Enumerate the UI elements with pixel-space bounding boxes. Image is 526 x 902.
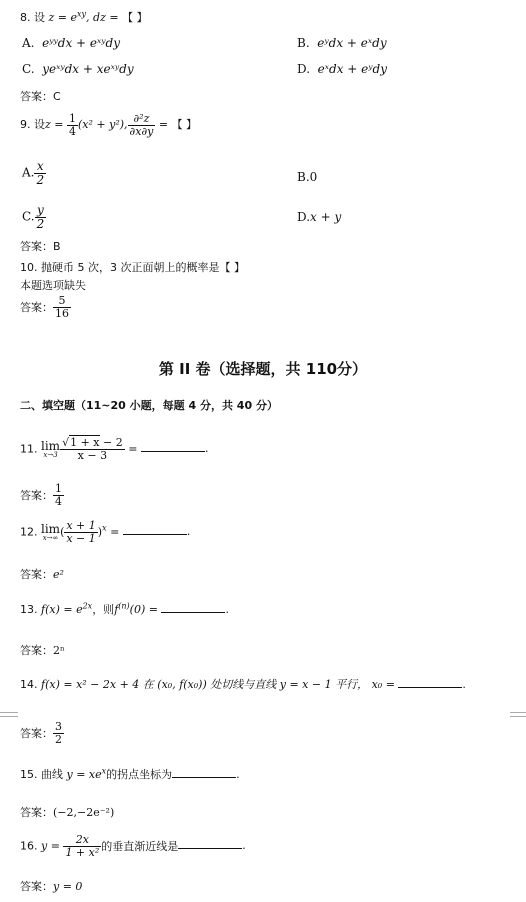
q13-answer-label: 答案： [20, 644, 53, 657]
q14-answer-denominator: 2 [55, 732, 62, 746]
q8-stem-prefix: 设 [34, 11, 45, 24]
q8-answer-label: 答案： [20, 90, 53, 103]
q12-answer [20, 566, 64, 582]
q13-number: 13. [20, 603, 38, 616]
q12-number: 12. [20, 525, 38, 539]
q10-answer-fraction [53, 295, 71, 319]
q12-answer-label: 答案： [20, 568, 53, 581]
q9-option-a-fraction [34, 160, 46, 186]
q9-answer [20, 238, 61, 254]
q13-answer [20, 642, 65, 658]
q11-denominator: x − 3 [77, 448, 108, 462]
q11-answer-fraction [53, 483, 64, 507]
q8-option-c [22, 62, 134, 76]
q11-radicand: 1 + x [70, 436, 100, 449]
q16-answer-value: y = 0 [53, 880, 83, 893]
q11-answer-label: 答案： [20, 489, 53, 503]
q15-period: . [236, 768, 240, 781]
q9-partial-fraction [128, 113, 156, 137]
q14-answer-label: 答案： [20, 727, 53, 741]
q9-paren-expr: (x² + y²), [78, 118, 128, 132]
q11-answer-denominator: 4 [55, 494, 62, 508]
q11-numerator-tail: − 2 [99, 436, 123, 449]
q8-stem-equation: z = e [48, 11, 78, 24]
q9-equals: = [158, 118, 169, 132]
q14-stem [20, 676, 466, 692]
q8-option-b-label: B. [297, 36, 310, 50]
q12-equals: = [106, 525, 123, 539]
q9-option-b-label: B. [297, 170, 310, 184]
q12-answer-value: e² [53, 568, 64, 581]
q9-z-equals: z = [45, 118, 68, 132]
q9-option-c [22, 204, 46, 230]
q9-partial-numerator: ∂²z [128, 113, 156, 126]
q8-stem [20, 9, 148, 25]
q11-fraction [60, 437, 125, 461]
q9-option-a-denominator: 2 [36, 172, 45, 187]
q12-exponent: x [102, 523, 107, 533]
q8-option-a-label: A. [22, 36, 35, 50]
q12-answer-blank [123, 534, 187, 535]
q9-number: 9. [20, 118, 31, 132]
q9-quarter-fraction [67, 113, 78, 137]
q16-number: 16. [20, 839, 38, 853]
q13-derivative-at-zero: (0) = [129, 603, 162, 616]
q9-option-d-text: x + y [310, 210, 342, 224]
q9-option-a [22, 160, 46, 186]
q12-fraction [64, 520, 97, 544]
q8-stem-exponent: xy [77, 9, 87, 19]
q8-stem-dz: , dz = [86, 11, 123, 24]
q16-asymptote-text: 的垂直渐近线是 [101, 840, 179, 854]
q9-partial-denominator: ∂x∂y [129, 124, 154, 138]
q9-quarter-denominator: 4 [69, 124, 77, 138]
q9-quarter-numerator: 1 [69, 112, 77, 125]
page-margin-mark-right [510, 712, 526, 717]
page-margin-mark-left [0, 712, 18, 717]
q11-numerator: √1 + x − 2 [62, 436, 123, 449]
q15-exponent: x [101, 766, 107, 776]
q8-number: 8. [20, 11, 31, 24]
q13-function: f(x) = e [41, 603, 83, 616]
q14-answer-blank [398, 687, 462, 688]
q9-option-c-denominator: 2 [36, 216, 45, 231]
q8-answer-value: C [53, 90, 61, 103]
q12-stem: 12. lim x→∞ ( $\frac{x + 1}{x - 1}$ )$^x$ = . [20, 519, 191, 545]
q11-answer-numerator: 1 [55, 482, 62, 495]
q11-lim-word: lim [41, 438, 61, 453]
q11-number: 11. [20, 442, 38, 456]
q14-answer-fraction [53, 721, 64, 745]
q13-exponent: 2x [82, 601, 93, 611]
q8-option-d [297, 62, 387, 76]
q16-denominator: 1 + x² [65, 845, 100, 859]
q14-period: . [462, 678, 466, 691]
q12-limit [41, 523, 60, 542]
q16-numerator: 2x [63, 834, 101, 847]
q11-limit [41, 440, 60, 459]
q9-option-d-label: D. [297, 210, 311, 224]
q16-y-equals: y = [41, 839, 64, 853]
q8-option-c-text: yeˣʸdx + xeˣʸdy [42, 62, 134, 76]
q12-denominator: x − 1 [66, 531, 96, 545]
q15-answer-label: 答案： [20, 806, 53, 819]
q16-fraction [63, 834, 101, 858]
q9-stem [20, 113, 197, 137]
q8-option-b-text: eʸdx + eˣdy [317, 36, 387, 50]
q15-answer [20, 804, 114, 820]
q10-answer [20, 295, 71, 319]
q9-option-d [297, 210, 341, 224]
q9-option-c-label: C. [22, 209, 35, 224]
q8-answer [20, 88, 61, 104]
q8-option-a-text: eʸʸdx + eˣʸdy [42, 36, 120, 50]
q8-option-a [22, 36, 120, 50]
section-subtitle: 二、填空题（11~20 小题，每题 4 分，共 40 分） [20, 399, 278, 412]
q15-answer-blank [172, 777, 236, 778]
q9-answer-bracket: 【 】 [171, 118, 198, 132]
q9-stem-prefix: 设 [34, 118, 45, 132]
q16-answer-blank [178, 848, 242, 849]
q9-option-b-text: 0 [309, 170, 318, 184]
q9-option-c-fraction [35, 204, 47, 230]
q10-answer-numerator: 5 [53, 295, 71, 308]
q8-option-c-label: C. [22, 62, 35, 76]
q13-derivative-order: (n) [118, 601, 130, 611]
q13-period: . [225, 603, 229, 616]
q10-answer-label: 答案： [20, 301, 53, 315]
q11-equals: = [124, 442, 141, 456]
section-title: 第 II 卷（选择题，共 110分） [158, 360, 368, 378]
q9-answer-label: 答案： [20, 240, 53, 253]
q13-stem [20, 601, 229, 617]
q9-option-a-label: A. [22, 165, 35, 180]
q9-option-a-numerator: x [34, 160, 46, 174]
q13-answer-value: 2ⁿ [53, 644, 65, 657]
q13-then: ，则 [92, 603, 115, 616]
q15-inflection-text: 的拐点坐标为 [106, 768, 173, 781]
q15-stem [20, 766, 240, 782]
q8-option-d-text: eˣdx + eʸdy [317, 62, 387, 76]
q16-stem [20, 834, 246, 858]
q14-answer [20, 721, 64, 745]
q10-stem: 10. 抛硬币 5 次，3 次正面朝上的概率是【 】 [20, 261, 245, 274]
q14-x0-equals: x₀ = [371, 678, 399, 691]
q13-derivative-f: f [114, 603, 119, 616]
q16-answer-label: 答案： [20, 880, 53, 893]
q11-answer-blank [141, 451, 205, 452]
q8-option-b [297, 36, 387, 50]
q11-stem [20, 437, 208, 461]
q16-period: . [242, 839, 246, 853]
q8-answer-bracket: 【 】 [122, 11, 148, 24]
q12-lim-subscript: x→∞ [42, 533, 59, 542]
q15-answer-value: (−2,−2e⁻²) [53, 806, 115, 819]
q14-answer-numerator: 3 [55, 720, 62, 733]
q14-number: 14. [20, 678, 38, 691]
q12-numerator: x + 1 [66, 519, 96, 532]
q16-answer [20, 878, 82, 894]
q14-condition: f(x) = x² − 2x + 4 在 (x₀, f(x₀)) 处切线与直线 y = x − 1 平行， [41, 678, 369, 691]
q10-missing-note: 本题选项缺失 [20, 279, 86, 292]
q12-period: . [186, 525, 191, 539]
q15-curve-equation: y = xe [66, 768, 102, 781]
q11-lim-subscript: x→3 [43, 450, 58, 459]
q11-period: . [204, 442, 209, 456]
q15-curve-word: 曲线 [41, 768, 67, 781]
q11-answer [20, 483, 64, 507]
q10-answer-denominator: 16 [55, 306, 69, 320]
q15-number: 15. [20, 768, 38, 781]
q8-option-d-label: D. [297, 62, 311, 76]
q9-option-c-numerator: y [35, 204, 47, 218]
q12-lim-word: lim [41, 521, 61, 536]
q9-option-b [297, 170, 317, 184]
q13-answer-blank [161, 612, 225, 613]
q9-answer-value: B [53, 240, 61, 253]
